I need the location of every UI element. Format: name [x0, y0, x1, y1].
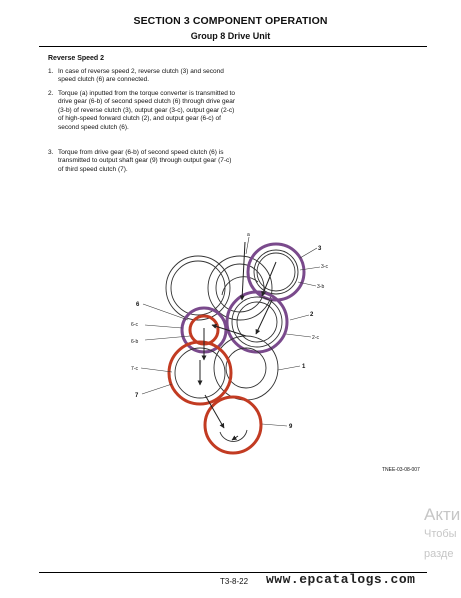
input-gear — [166, 256, 230, 320]
label-7: 7 — [135, 393, 139, 399]
label-2: 2 — [310, 312, 314, 318]
list-item-text: In case of reverse speed 2, reverse clutch (3) and second speed clutch (6) are connected. — [58, 68, 224, 84]
figure-id: TNEE-03-08-007 — [382, 467, 420, 473]
label-3: 3 — [318, 246, 322, 252]
label-6: 6 — [136, 302, 140, 308]
label-1: 1 — [302, 364, 306, 370]
output-shaft-gear — [205, 397, 261, 453]
torque-converter-gear — [208, 256, 272, 320]
forward-clutch-gear — [227, 292, 287, 352]
list-item-number: 3. — [48, 149, 54, 156]
label-7c: 7-c — [131, 366, 138, 372]
label-a: a — [247, 232, 250, 238]
label-6b: 6-b — [131, 339, 139, 345]
activation-overlay-line: Чтобы — [424, 528, 457, 540]
watermark-link[interactable]: www.epcatalogs.com — [266, 572, 416, 587]
list-item-text: Torque (a) inputted from the torque converter is transmitted to drive gear (6-b) of second speed clutch (6) through drive gear (3-b) of reverse clutch (3), output gear (3-c), output gear (2-c) of high-speed forward clutch (2), and output gear (6-c) of second speed clutch (6). — [58, 90, 236, 131]
list-item-number: 2. — [48, 90, 54, 97]
page-number: T3-8-22 — [220, 577, 249, 586]
list-item-text: Torque from drive gear (6-b) of second speed clutch (6) is transmitted to output shaft gear (9) through output gear (7-c) of third speed clutch (7). — [58, 149, 232, 173]
label-3b: 3-b — [317, 284, 325, 290]
activation-overlay-title: Акти — [424, 505, 461, 524]
label-2c: 2-c — [312, 335, 319, 341]
group-title: Group 8 Drive Unit — [190, 31, 271, 41]
list-item-number: 1. — [48, 68, 54, 75]
first-clutch-gear — [214, 336, 278, 400]
content-heading: Reverse Speed 2 — [48, 55, 105, 62]
activation-overlay-line: разде — [424, 548, 454, 560]
section-title: SECTION 3 COMPONENT OPERATION — [133, 15, 328, 27]
label-6c: 6-c — [131, 322, 138, 328]
label-9: 9 — [289, 424, 293, 430]
label-3c: 3-c — [321, 264, 328, 270]
